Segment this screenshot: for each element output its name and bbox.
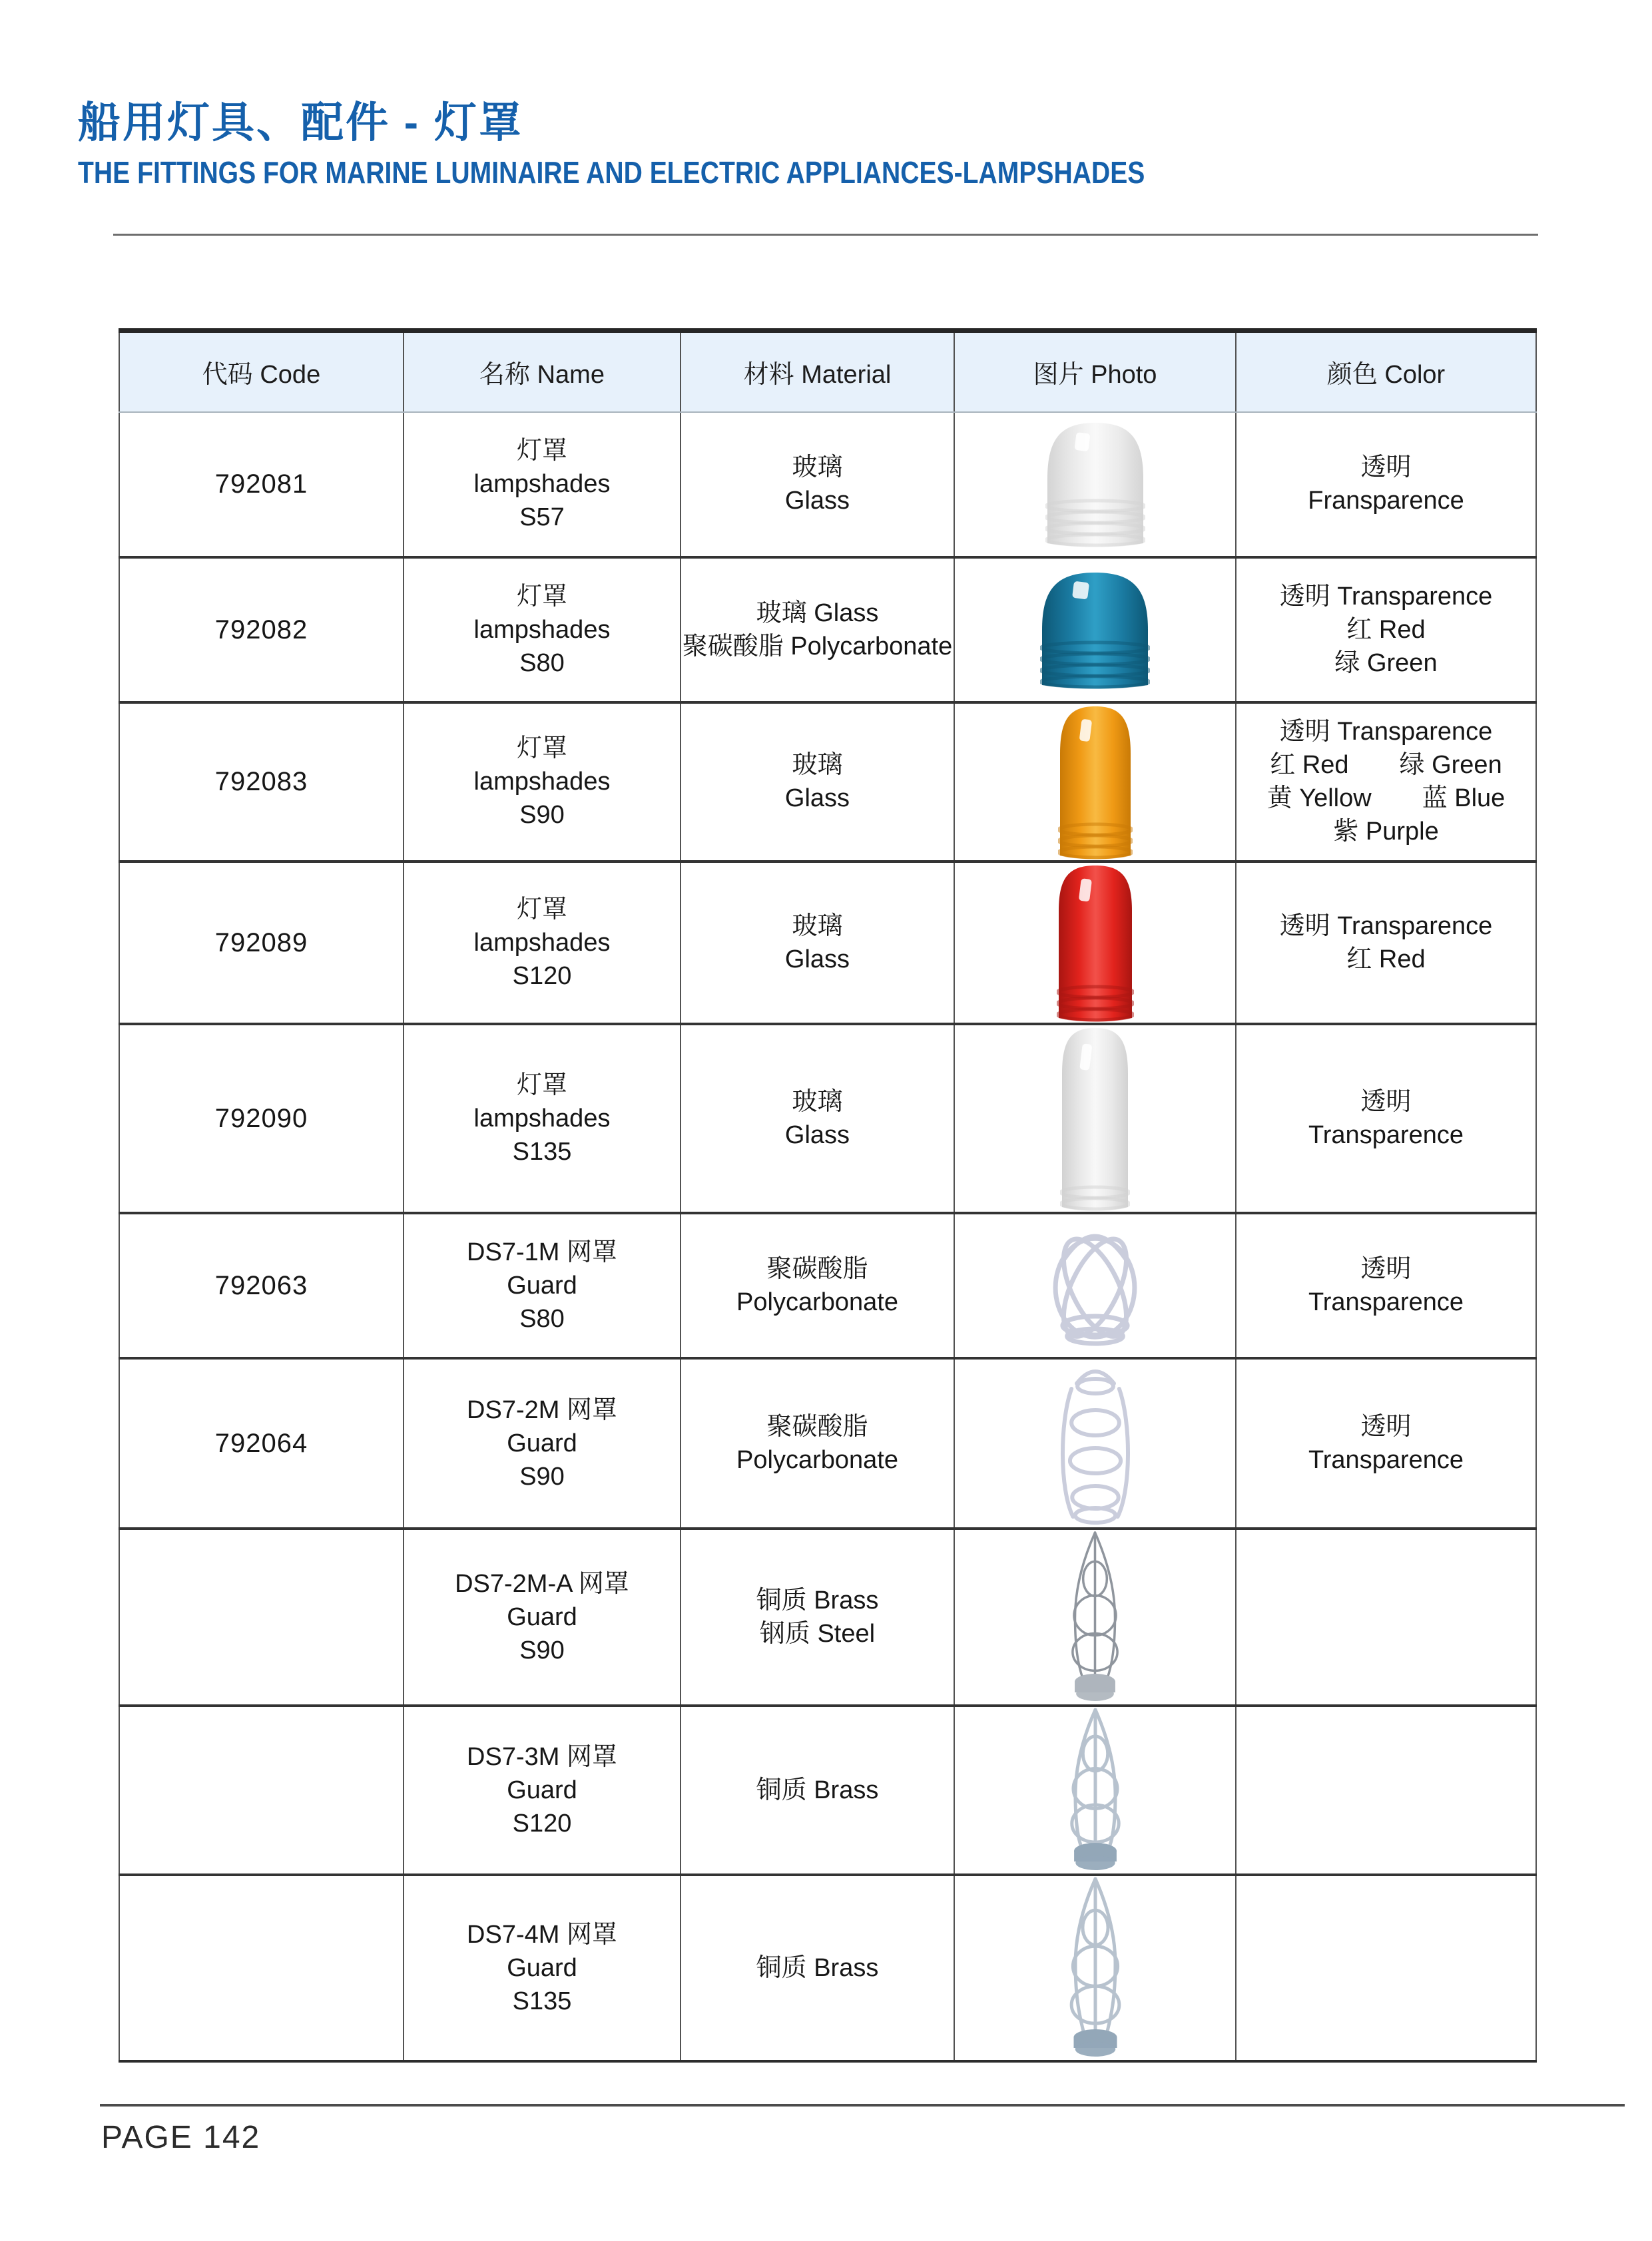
cell-line: Glass [784, 487, 850, 515]
cell-photo [954, 702, 1236, 862]
cell-photo [954, 1529, 1236, 1706]
cell-line: 灯罩 [516, 895, 567, 923]
cell-line: 透明 [1360, 1087, 1412, 1116]
col-header-photo: 图片 Photo [954, 331, 1236, 412]
header-divider [113, 234, 1538, 236]
cell-photo [954, 1706, 1236, 1875]
cell-material [681, 702, 954, 862]
cell-line: 灯罩 [516, 437, 567, 465]
product-photo [955, 1876, 1235, 2060]
cell-line: S135 [512, 1137, 572, 1166]
cell-line: S90 [519, 1636, 565, 1664]
cell-line: Transparence [1308, 1445, 1464, 1474]
code-value: 792064 [214, 1428, 308, 1458]
code-value: 792063 [214, 1270, 308, 1300]
cell-line: DS7-3M 网罩 [467, 1742, 617, 1771]
cell-photo [954, 1213, 1236, 1358]
col-header-code: 代码 Code [119, 331, 404, 412]
cell-color [1236, 1024, 1536, 1213]
cell-name [404, 1358, 681, 1529]
cell-name [404, 862, 681, 1024]
cell-code [119, 862, 404, 1024]
cell-material [681, 557, 954, 702]
cell-line: 聚碳酸脂 Polycarbonate [682, 632, 953, 660]
cell-material [681, 1529, 954, 1706]
col-header-material: 材料 Material [681, 331, 954, 412]
page-subtitle: THE FITTINGS FOR MARINE LUMINAIRE AND ELECTRIC APPLIANCES-LAMPSHADES [78, 154, 1145, 190]
table-row [119, 557, 1536, 702]
table-header [119, 331, 1536, 412]
code-value: 792090 [214, 1103, 308, 1133]
page-title: 船用灯具、配件 - 灯罩 [78, 99, 523, 146]
cell-line: 玻璃 [792, 453, 843, 481]
cell-line: Guard [507, 1603, 577, 1631]
table-header-row [119, 331, 1536, 412]
cell-line: DS7-4M 网罩 [467, 1920, 617, 1949]
cell-line: Guard [507, 1271, 577, 1300]
cell-name [404, 557, 681, 702]
cell-line: S80 [519, 1304, 565, 1333]
cell-photo [954, 1024, 1236, 1213]
product-photo [955, 1360, 1235, 1527]
cell-line: S90 [519, 1462, 565, 1491]
cell-line: 紫 Purple [1333, 818, 1439, 846]
table-row [119, 862, 1536, 1024]
cell-line: DS7-2M 网罩 [467, 1395, 617, 1424]
cell-line: Guard [507, 1776, 577, 1804]
cell-name [404, 1529, 681, 1706]
cell-color [1236, 557, 1536, 702]
table-row [119, 412, 1536, 557]
cell-line: Glass [784, 945, 850, 973]
cell-line: lampshades [473, 615, 611, 644]
cell-line: 透明 Transparence [1279, 582, 1493, 611]
cell-line: 聚碳酸脂 [766, 1412, 868, 1441]
code-value: 792089 [214, 927, 308, 957]
cell-name [404, 1213, 681, 1358]
cell-code [119, 1875, 404, 2061]
cell-line: 钢质 Steel [759, 1619, 876, 1648]
cell-line: 透明 Transparence [1279, 911, 1493, 940]
cell-name [404, 1875, 681, 2061]
cell-line: 红 Red 绿 Green [1270, 751, 1502, 779]
cell-line: Polycarbonate [736, 1445, 898, 1474]
cell-color [1236, 412, 1536, 557]
cell-line: 玻璃 [792, 911, 843, 940]
product-photo [955, 1224, 1235, 1347]
table-row [119, 1024, 1536, 1213]
cell-photo [954, 557, 1236, 702]
cell-line: S80 [519, 648, 565, 677]
product-photo [955, 863, 1235, 1023]
cell-color [1236, 1875, 1536, 2061]
cell-line: Glass [784, 784, 850, 812]
cell-color [1236, 1706, 1536, 1875]
cell-line: S90 [519, 801, 565, 829]
cell-color [1236, 1358, 1536, 1529]
cell-code [119, 1706, 404, 1875]
col-header-color: 颜色 Color [1236, 331, 1536, 412]
cell-line: 红 Red [1346, 615, 1426, 644]
cell-line: 灯罩 [516, 1071, 567, 1099]
table-row [119, 1706, 1536, 1875]
code-value: 792082 [214, 615, 308, 644]
cell-name [404, 1024, 681, 1213]
document-header [78, 99, 1333, 190]
cell-line: S120 [512, 1809, 572, 1838]
product-photo [955, 1707, 1235, 1873]
cell-line: 灯罩 [516, 582, 567, 611]
cell-line: 玻璃 [792, 751, 843, 779]
cell-line: 黄 Yellow 蓝 Blue [1266, 784, 1506, 812]
cell-line: 灯罩 [516, 734, 567, 762]
cell-line: S57 [519, 503, 565, 531]
cell-color [1236, 1213, 1536, 1358]
cell-line: Transparence [1308, 1288, 1464, 1316]
table-row [119, 702, 1536, 862]
page-number: PAGE 142 [101, 2120, 261, 2155]
cell-color [1236, 1529, 1536, 1706]
cell-line: 玻璃 [792, 1087, 843, 1116]
cell-line: 铜质 Brass [756, 1953, 879, 1982]
cell-color [1236, 702, 1536, 862]
cell-line: 透明 Transparence [1279, 718, 1493, 746]
cell-line: lampshades [473, 1104, 611, 1132]
cell-code [119, 1213, 404, 1358]
table-row [119, 1358, 1536, 1529]
cell-line: 聚碳酸脂 [766, 1254, 868, 1283]
cell-material [681, 862, 954, 1024]
cell-code [119, 1024, 404, 1213]
cell-name [404, 412, 681, 557]
cell-photo [954, 412, 1236, 557]
cell-line: 红 Red [1346, 945, 1426, 973]
col-header-name: 名称 Name [404, 331, 681, 412]
cell-material [681, 1213, 954, 1358]
product-photo [955, 570, 1235, 690]
cell-line: lampshades [473, 768, 611, 796]
cell-code [119, 1358, 404, 1529]
product-photo [955, 420, 1235, 548]
product-photo [955, 1025, 1235, 1212]
cell-material [681, 412, 954, 557]
cell-photo [954, 862, 1236, 1024]
cell-line: Glass [784, 1120, 850, 1149]
table-row [119, 1529, 1536, 1706]
cell-line: lampshades [473, 928, 611, 957]
table-row [119, 1875, 1536, 2061]
products-table [119, 328, 1537, 2063]
cell-name [404, 702, 681, 862]
cell-line: 绿 Green [1334, 648, 1438, 677]
cell-line: S120 [512, 961, 572, 990]
cell-line: Transparence [1308, 1120, 1464, 1149]
product-photo [955, 1530, 1235, 1704]
cell-code [119, 557, 404, 702]
table-body [119, 412, 1536, 2061]
cell-line: DS7-1M 网罩 [467, 1238, 617, 1266]
cell-line: 玻璃 Glass [756, 599, 879, 627]
cell-line: Guard [507, 1953, 577, 1982]
cell-photo [954, 1358, 1236, 1529]
cell-material [681, 1875, 954, 2061]
cell-line: S135 [512, 1987, 572, 2015]
code-value: 792083 [214, 767, 308, 796]
cell-code [119, 1529, 404, 1706]
cell-line: Fransparence [1308, 487, 1464, 515]
cell-line: DS7-2M-A 网罩 [455, 1569, 629, 1598]
cell-code [119, 412, 404, 557]
cell-material [681, 1024, 954, 1213]
cell-line: 铜质 Brass [756, 1586, 879, 1615]
cell-code [119, 702, 404, 862]
table-row [119, 1213, 1536, 1358]
cell-line: Guard [507, 1429, 577, 1457]
cell-line: Polycarbonate [736, 1288, 898, 1316]
cell-photo [954, 1875, 1236, 2061]
footer-divider [100, 2104, 1625, 2107]
code-value: 792081 [214, 469, 308, 499]
cell-line: 透明 [1360, 1254, 1412, 1283]
cell-name [404, 1706, 681, 1875]
cell-color [1236, 862, 1536, 1024]
product-photo [955, 704, 1235, 860]
cell-line: 透明 [1360, 1412, 1412, 1441]
cell-line: 透明 [1360, 453, 1412, 481]
cell-material [681, 1358, 954, 1529]
cell-material [681, 1706, 954, 1875]
cell-line: lampshades [473, 470, 611, 498]
cell-line: 铜质 Brass [756, 1776, 879, 1804]
